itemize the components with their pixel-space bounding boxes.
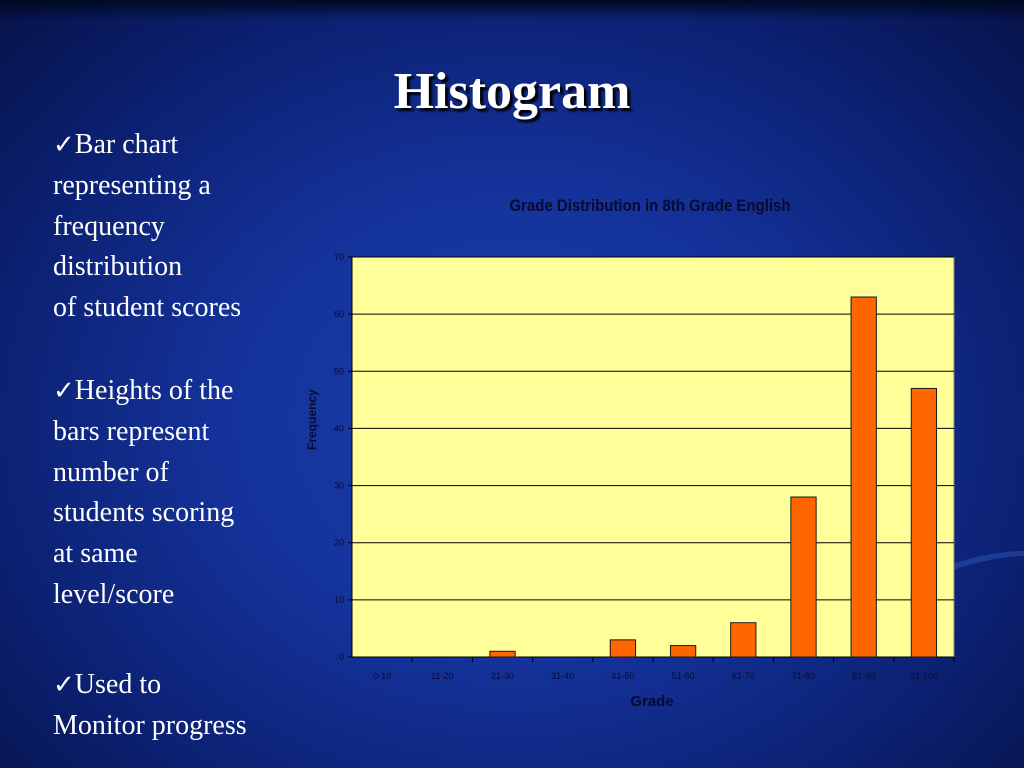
x-tick-label: 31-40 [551, 671, 575, 681]
histogram-bar [851, 297, 876, 657]
y-tick-label: 60 [333, 309, 344, 320]
x-tick-label: 61-70 [731, 671, 755, 681]
bullet-text-2: Heights of the bars represent number of students scoring at same level/score [53, 375, 235, 610]
y-tick-label: 0 [338, 652, 344, 662]
checkmark-icon: ✓ [53, 130, 75, 160]
histogram-bar [610, 640, 635, 657]
x-tick-label: 21-30 [490, 671, 515, 681]
checkmark-icon: ✓ [53, 670, 75, 700]
y-axis-title: Frequency [305, 389, 319, 450]
histogram-bar [731, 623, 756, 657]
histogram-bar [791, 497, 816, 657]
x-axis-title: Grade [630, 693, 674, 710]
x-tick-label: 81-90 [852, 671, 876, 681]
checkmark-icon: ✓ [53, 376, 75, 406]
y-tick-label: 10 [333, 594, 344, 605]
x-tick-label: 41-50 [611, 671, 635, 681]
x-tick-label: 51-60 [671, 671, 695, 681]
x-tick-label: 91-100 [909, 671, 938, 681]
histogram-bar [670, 646, 695, 657]
y-tick-label: 40 [333, 423, 344, 434]
x-tick-label: 11-20 [431, 671, 454, 681]
histogram-bar [490, 651, 515, 657]
histogram-bar [911, 388, 936, 657]
y-tick-label: 30 [333, 480, 344, 491]
x-tick-label: 71-80 [791, 671, 816, 681]
y-tick-label: 20 [333, 537, 344, 548]
x-tick-label: 0-10 [373, 671, 392, 681]
y-tick-label: 70 [333, 252, 344, 262]
bullet-text-3: Used to Monitor progress [53, 669, 247, 741]
bullet-text-1: Bar chart representing a frequency distribution of student scores [53, 129, 242, 324]
slide-title: Histogram [393, 63, 631, 120]
y-tick-label: 50 [333, 366, 344, 377]
chart-title: Grade Distribution in 8th Grade English [509, 196, 791, 215]
